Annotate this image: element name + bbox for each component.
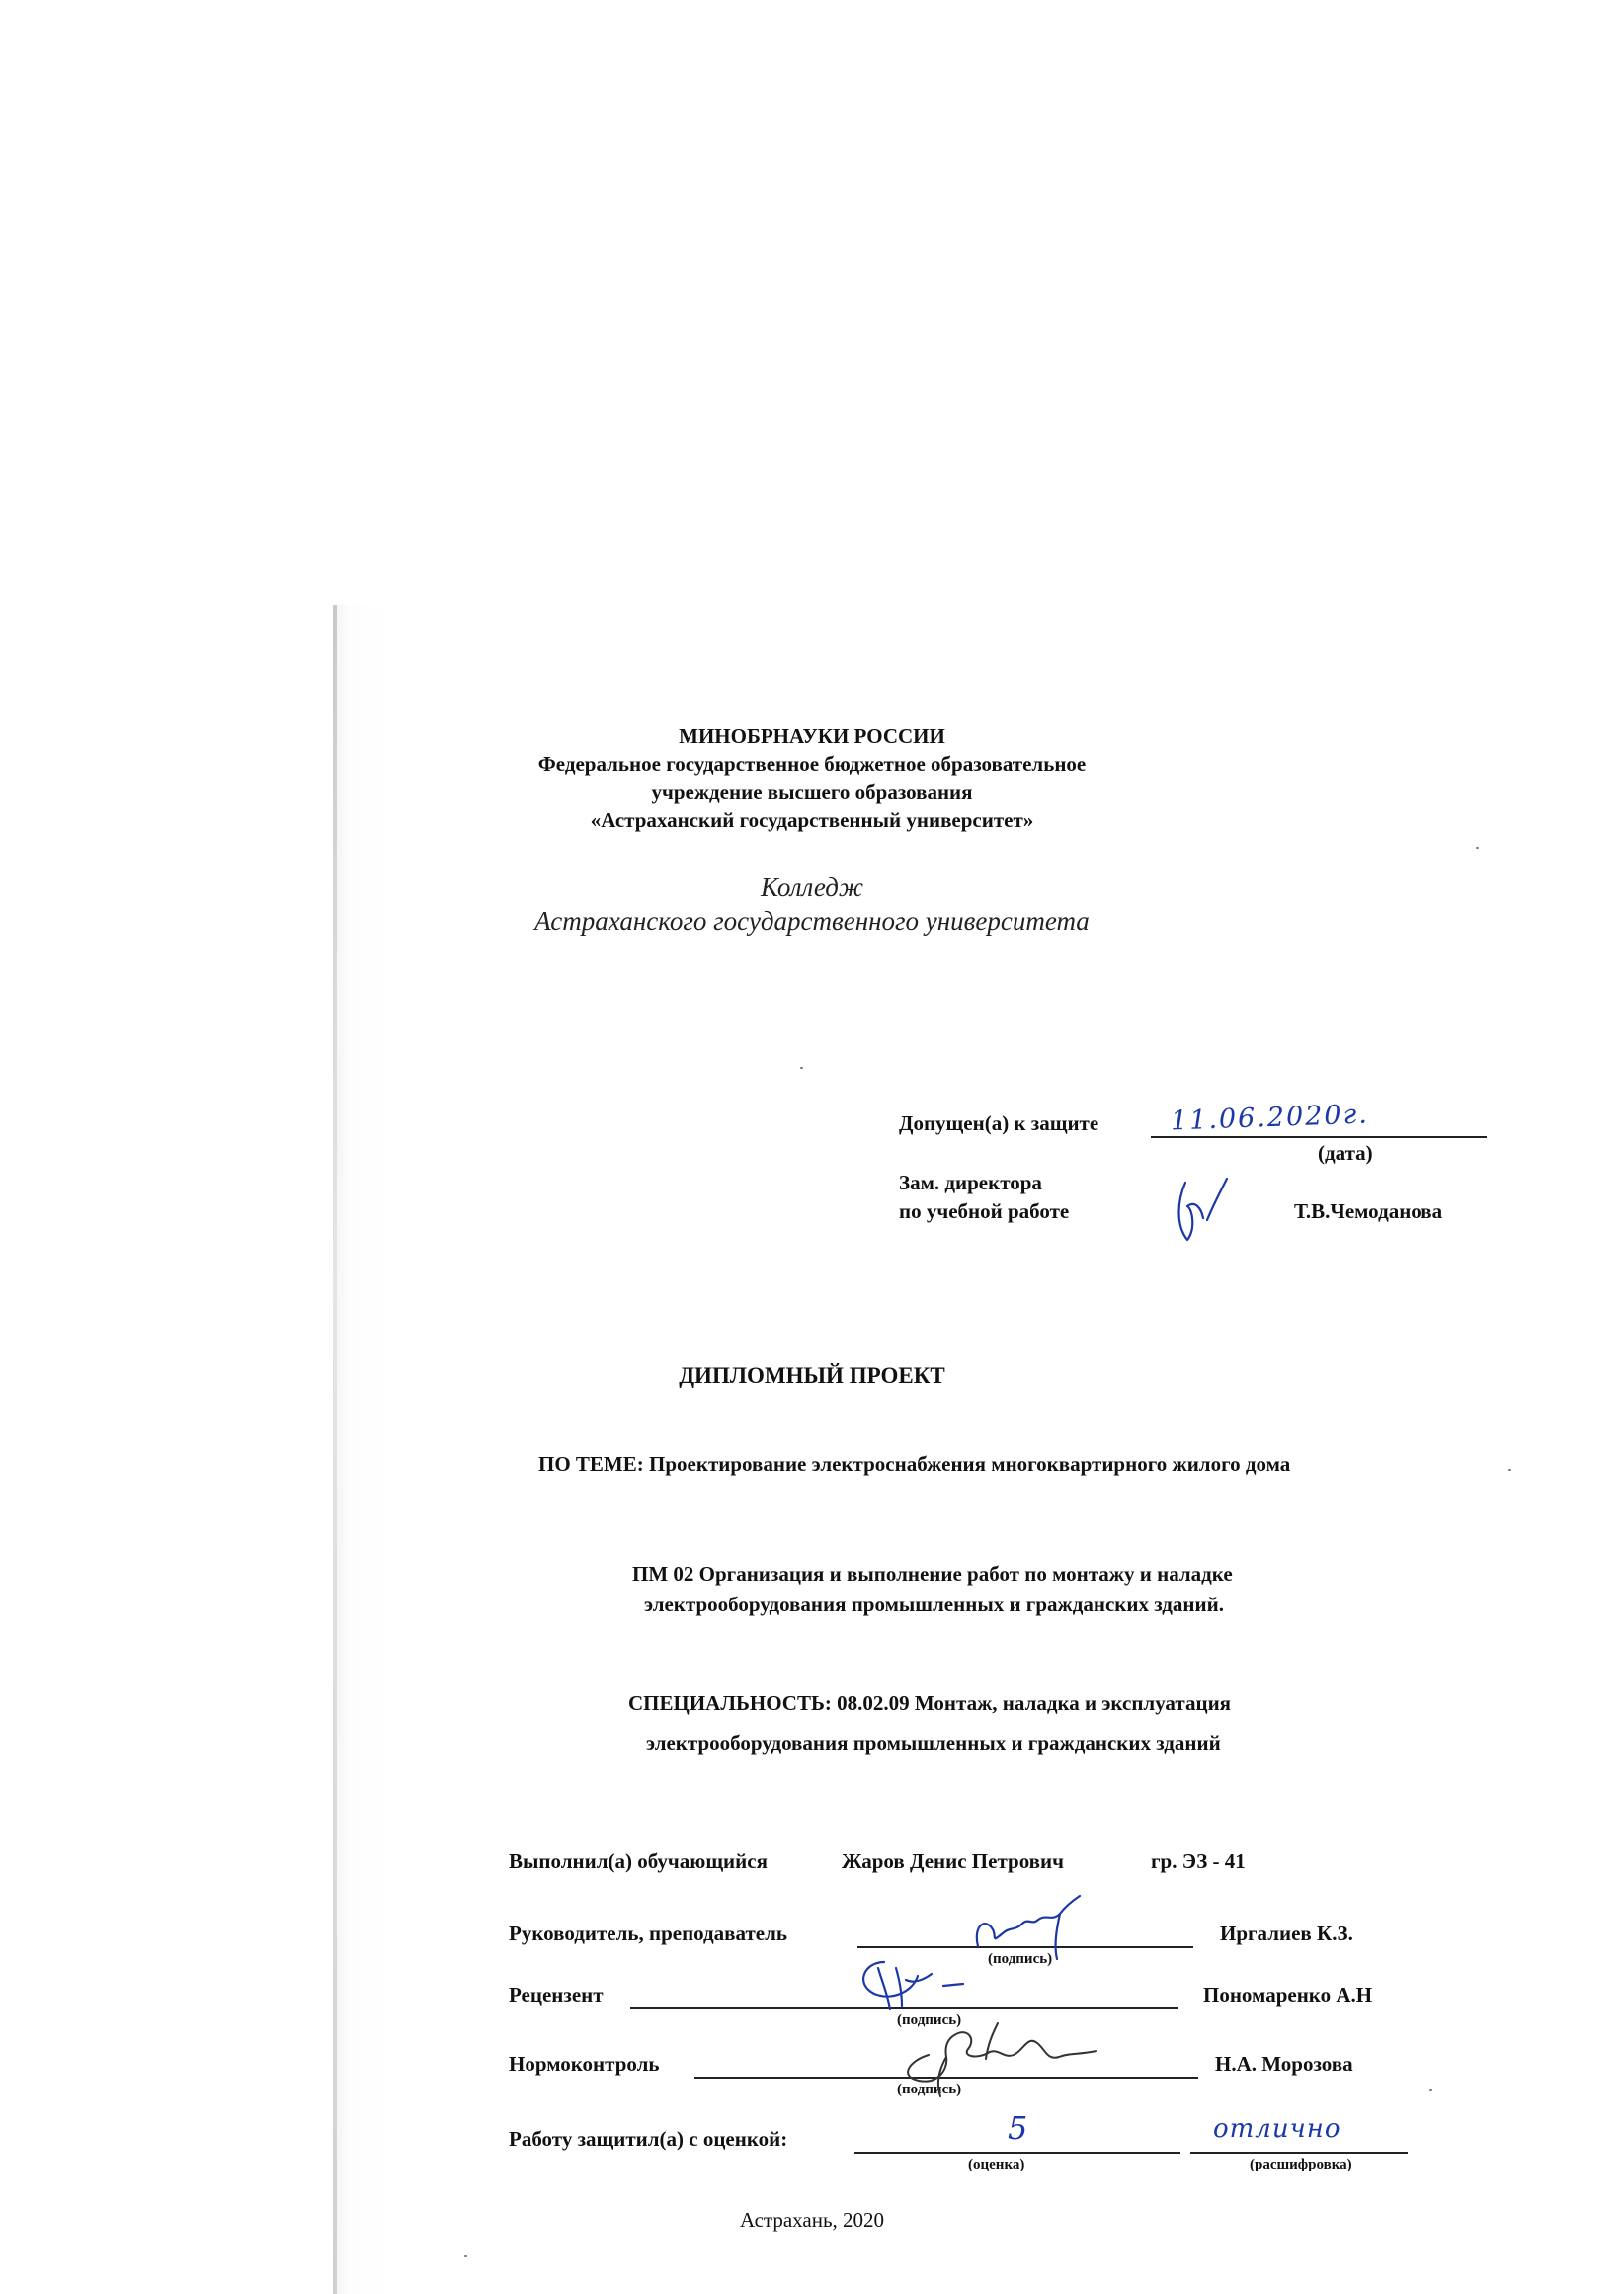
scan-edge-shadow bbox=[333, 605, 337, 2294]
deputy-name: Т.В.Чемоданова bbox=[1294, 1199, 1443, 1223]
reviewer-signature bbox=[845, 1954, 983, 2018]
supervisor-name: Иргалиев К.З. bbox=[1220, 1922, 1353, 1945]
topic-line bbox=[538, 1452, 1290, 1477]
normcontrol-signature bbox=[889, 2015, 1116, 2099]
reviewer-signature-caption: (подпись) bbox=[897, 2012, 962, 2028]
specialty-line-1: СПЕЦИАЛЬНОСТЬ: 08.02.09 Монтаж, наладка и эксплуатация bbox=[628, 1691, 1232, 1715]
scan-speck bbox=[464, 2255, 467, 2257]
grade-score-handwritten: 5 bbox=[1008, 2109, 1028, 2147]
normcontrol-label: Нормоконтроль bbox=[509, 2052, 660, 2076]
supervisor-signature bbox=[963, 1892, 1101, 1966]
city-year: Астрахань, 2020 bbox=[739, 2208, 885, 2232]
reviewer-label: Рецензент bbox=[509, 1983, 604, 2007]
normcontrol-signature-caption: (подпись) bbox=[897, 2082, 962, 2097]
reviewer-name: Пономаренко А.Н bbox=[1203, 1983, 1373, 2007]
specialty-line-2: электрооборудования промышленных и гражданских зданий bbox=[646, 1731, 1221, 1755]
date-caption: (дата) bbox=[1318, 1141, 1373, 1165]
grade-score-caption: (оценка) bbox=[968, 2157, 1025, 2172]
admitted-label: Допущен(а) к защите bbox=[899, 1111, 1099, 1135]
author-name: Жаров Денис Петрович bbox=[842, 1849, 1064, 1873]
grade-word-caption: (расшифровка) bbox=[1250, 2157, 1352, 2172]
college-line-2: Астраханского государственного университета bbox=[534, 906, 1090, 936]
deputy-title-line-1: Зам. директора bbox=[899, 1171, 1042, 1194]
scan-speck bbox=[1476, 847, 1479, 849]
supervisor-label: Руководитель, преподаватель bbox=[509, 1922, 788, 1945]
grade-score-line bbox=[854, 2152, 1180, 2154]
author-label: Выполнил(а) обучающийся bbox=[509, 1849, 768, 1873]
grade-word-handwritten: отлично bbox=[1213, 2114, 1341, 2144]
deputy-title-line-2: по учебной работе bbox=[899, 1199, 1070, 1223]
institution-line-1: Федеральное государственное бюджетное образовательное bbox=[537, 752, 1087, 776]
topic-text: Проектирование электроснабжения многоквартирного жилого дома bbox=[649, 1452, 1291, 1476]
ministry-heading: МИНОБРНАУКИ РОССИИ bbox=[679, 724, 945, 748]
admitted-date-line bbox=[1151, 1136, 1487, 1138]
module-line-2: электрооборудования промышленных и гражданских зданий. bbox=[644, 1593, 1224, 1616]
institution-line-2: учреждение высшего образования bbox=[651, 780, 973, 804]
module-line-1: ПМ 02 Организация и выполнение работ по монтажу и наладке bbox=[632, 1562, 1233, 1586]
document-title: ДИПЛОМНЫЙ ПРОЕКТ bbox=[679, 1363, 945, 1388]
normcontrol-name: Н.А. Морозова bbox=[1215, 2052, 1353, 2076]
university-name: «Астраханский государственный университет» bbox=[590, 808, 1034, 832]
grade-label: Работу защитил(а) с оценкой: bbox=[509, 2127, 788, 2151]
author-group: гр. ЭЗ - 41 bbox=[1151, 1849, 1246, 1873]
grade-word-line bbox=[1190, 2152, 1408, 2154]
topic-label: ПО ТЕМЕ: bbox=[538, 1452, 644, 1476]
supervisor-signature-caption: (подпись) bbox=[988, 1951, 1053, 1967]
scan-speck bbox=[1508, 1469, 1511, 1471]
scan-speck bbox=[1429, 2089, 1432, 2091]
scan-speck bbox=[800, 1067, 803, 1069]
deputy-signature bbox=[1166, 1171, 1264, 1250]
admitted-date-handwritten: 11.06.2020г. bbox=[1170, 1099, 1370, 1137]
college-line-1: Колледж bbox=[760, 872, 864, 902]
